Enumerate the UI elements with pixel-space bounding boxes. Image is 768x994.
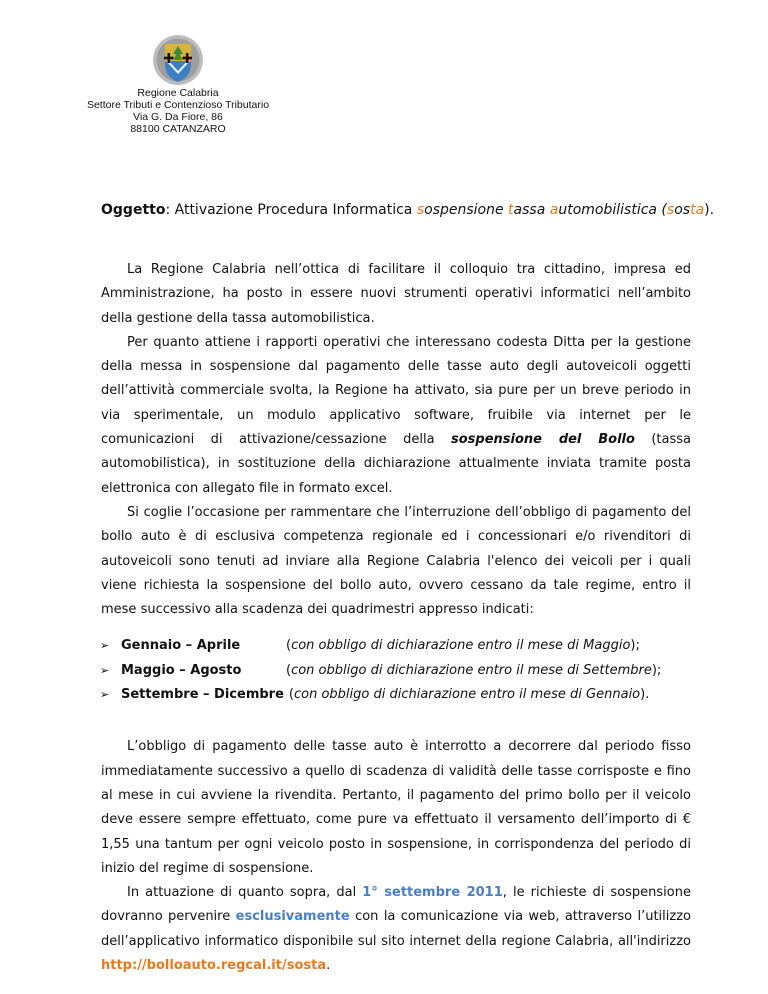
period-end: ); (651, 662, 662, 678)
regione-calabria-crest-icon (152, 34, 204, 86)
list-item: ➢ Gennaio – Aprile (con obbligo di dichiarazione entro il mese di Maggio); (101, 634, 691, 658)
paragraph-implementation (101, 881, 691, 978)
arrowhead-bullet-icon: ➢ (100, 663, 110, 677)
period-note: con obbligo di dichiarazione entro il mese di Maggio (291, 638, 631, 654)
letterhead-region: Regione Calabria (137, 87, 219, 99)
subject-word: os (674, 202, 691, 218)
paragraph-text: In attuazione di quanto sopra, dal (127, 885, 363, 901)
letterhead (60, 87, 296, 135)
letterhead-street: Via G. Da Fiore, 86 (133, 111, 223, 123)
paragraph-text: , le richieste di sospensione dovranno pervenire (101, 885, 691, 925)
arrowhead-bullet-icon: ➢ (100, 639, 110, 653)
subject-line (101, 200, 721, 220)
letter-body (101, 258, 691, 978)
paragraph-obligation: Si coglie l’occasione per rammentare che l’interruzione dell’obbligo di pagamento del bollo auto è di esclusiva competenza regionale ed i concessionari e/o rivenditori di autoveicoli sono tenuti ad inviare alla Regione Calabria l'elenco dei veicoli per i quali viene richiesta la sospensione del bollo auto, ovvero cessano da tale regime, entro il mese successivo alla scadenza dei quadrimestri appresso indicati: (101, 504, 691, 618)
paragraph-interruption: L’obbligo di pagamento delle tasse auto è interrotto a decorrere dal periodo fisso immediatamente successivo a quello di scadenza di validità delle tasse corrisposte e fino al mese in cui avviene la rivendita. Pertanto, il pagamento del primo bollo per il veicolo deve essere sempre effettuato, come pure va effettuato il versamento dell’importo di € 1,55 una tantum per ogni veicolo posto in sospensione, in corrispondenza del periodo di inizio del regime di sospensione. (101, 739, 691, 876)
highlight-date: 1° settembre 2011 (362, 885, 503, 901)
paragraph-text: (tassa automobilistica), in sostituzione della dichiarazione attualmente inviata tramite posta elettronica con allegato file in formato excel. (101, 432, 692, 496)
subject-initial-a: a (695, 202, 705, 218)
subject-initial-s: s (416, 202, 425, 218)
subject-label: Oggetto (101, 202, 166, 218)
list-item: ➢ Settembre – Dicembre (con obbligo di dichiarazione entro il mese di Gennaio). (101, 683, 691, 707)
paragraph-text: con la comunicazione via web, attraverso l’utilizzo dell’applicativo informatico disponibile sul sito internet della regione Calabria, all'indirizzo (101, 909, 691, 949)
paragraph-activation (101, 331, 691, 501)
emphasis-sospensione-bollo: sospensione del Bollo (451, 432, 635, 448)
period-list (101, 634, 691, 707)
paragraph-end: . (326, 958, 331, 974)
paragraph-intro: La Regione Calabria nell’ottica di facilitare il colloquio tra cittadino, impresa ed Amministrazione, ha posto in essere nuovi strumenti operativi informatici nell’ambito della gestione della tassa automobilistica. (101, 262, 691, 326)
subject-word: ospensione (424, 202, 509, 218)
list-item: ➢ Maggio – Agosto (con obbligo di dichiarazione entro il mese di Settembre); (101, 659, 691, 683)
period-name: Maggio – Agosto (121, 662, 242, 678)
subject-initial-a: a (549, 202, 559, 218)
period-name: Gennaio – Aprile (121, 638, 241, 654)
subject-initial-s: s (666, 202, 675, 218)
arrowhead-bullet-icon: ➢ (100, 688, 110, 702)
sosta-url-link[interactable]: http://bolloauto.regcal.it/sosta (101, 958, 327, 974)
period-name: Settembre – Dicembre (121, 687, 284, 703)
subject-word: assa (513, 202, 550, 218)
subject-word: utomobilistica ( (558, 202, 667, 218)
subject-initial-t: t (508, 202, 514, 218)
period-end: ); (630, 638, 640, 654)
highlight-esclusivamente: esclusivamente (235, 909, 350, 925)
letterhead-department: Settore Tributi e Contenzioso Tributario (86, 99, 270, 111)
subject-end: ). (704, 202, 715, 218)
period-end: ). (640, 687, 650, 703)
paragraph-text: Per quanto attiene i rapporti operativi che interessano codesta Ditta per la gestione della messa in sospensione dal pagamento delle tasse auto degli autoveicoli oggetti dell’attività commerciale svolta, la Regione ha attivato, sia pure per un breve periodo in via sperimentale, un modulo applicativo software, fruibile via internet per le comunicazioni di attivazione/cessazione della (101, 334, 691, 448)
period-note: con obbligo di dichiarazione entro il mese di Settembre (291, 662, 652, 678)
subject-text: : Attivazione Procedura Informatica (165, 202, 417, 218)
letterhead-city: 88100 CATANZARO (130, 123, 226, 135)
period-note: con obbligo di dichiarazione entro il mese di Gennaio (293, 687, 641, 703)
subject-initial-t: t (690, 202, 696, 218)
